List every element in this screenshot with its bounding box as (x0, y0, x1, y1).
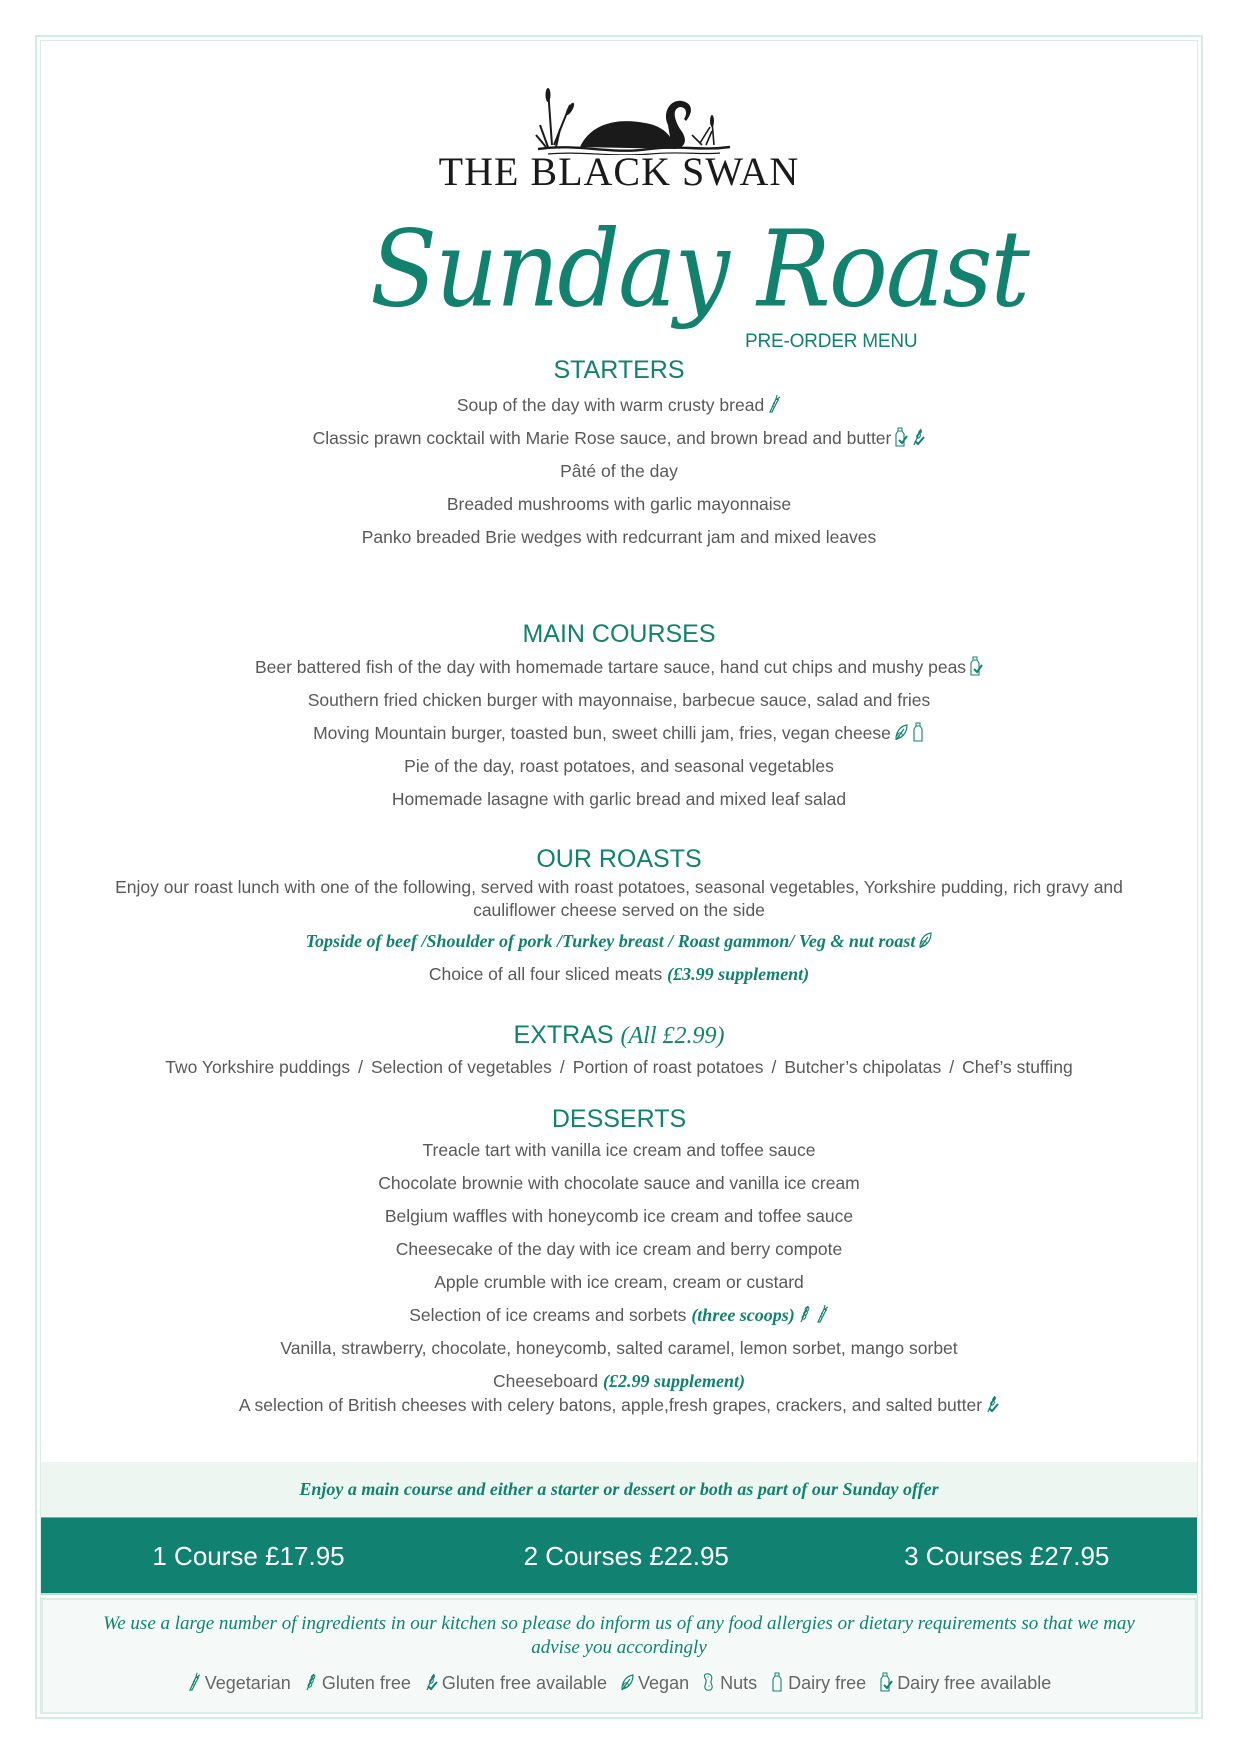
roasts-description: Enjoy our roast lunch with one of the following, served with roast potatoes, seasonal vegetables, Yorkshire pudding, rich gravy and cauliflower cheese served on the side (115, 877, 1123, 920)
extra-item: Selection of vegetables (370, 1057, 552, 1077)
menu-item: Belgium waffles with honeycomb ice cream and toffee sauce (384, 1206, 854, 1226)
dairy-free-available-icon (879, 1672, 893, 1692)
dairy-free-icon (770, 1672, 784, 1692)
extra-item: Chef’s stuffing (962, 1057, 1073, 1077)
menu-item: Panko breaded Brie wedges with redcurrant jam and mixed leaves (361, 527, 877, 547)
allergy-info (41, 1598, 1197, 1714)
dietary-legend (43, 1672, 1195, 1694)
menu-item: Pie of the day, roast potatoes, and seasonal vegetables (404, 756, 834, 776)
section-extras (40, 1020, 1198, 1084)
gluten-free-icon (304, 1672, 318, 1692)
extras-list: Two Yorkshire puddings / Selection of vegetables / Portion of roast potatoes / Butcher’s chipolatas / Chef’s stuffing (165, 1057, 1073, 1077)
extra-item: Butcher’s chipolatas (784, 1057, 942, 1077)
menu-item: Moving Mountain burger, toasted bun, sweet chilli jam, fries, vegan cheese (40, 717, 1198, 750)
menu-item: Cheesecake of the day with ice cream and berry compote (395, 1239, 843, 1259)
swan-logo-icon (430, 85, 810, 155)
cheeseboard-title: Cheeseboard (£2.99 supplement) (493, 1371, 745, 1391)
legend-dairy-free: Dairy free (770, 1672, 866, 1694)
menu-item: Breaded mushrooms with garlic mayonnaise (446, 494, 792, 514)
offer-text: Enjoy a main course and either a starter or dessert or both as part of our Sunday offer (299, 1479, 939, 1499)
legend-dairy-free-available: Dairy free available (879, 1672, 1051, 1694)
page-title: Sunday Roast (370, 208, 1028, 332)
menu-item: Homemade lasagne with garlic bread and mixed leaf salad (391, 789, 847, 809)
price-3-courses: 3 Courses £27.95 (904, 1541, 1110, 1571)
extra-item: Two Yorkshire puddings (165, 1057, 351, 1077)
vegan-icon (894, 722, 908, 742)
menu-item: Beer battered fish of the day with homemade tartare sauce, hand cut chips and mushy peas (40, 651, 1198, 684)
vegan-icon (620, 1672, 634, 1692)
roast-choice: Choice of all four sliced meats (£3.99 supplement) (428, 964, 810, 984)
page-subtitle: PRE-ORDER MENU (745, 331, 918, 352)
menu-item: Treacle tart with vanilla ice cream and toffee sauce (422, 1140, 816, 1160)
section-starters (40, 355, 1198, 554)
brand-name: THE BLACK SWAN (438, 149, 800, 194)
menu-item: Classic prawn cocktail with Marie Rose sauce, and brown bread and butter (40, 422, 1198, 455)
menu-item: Soup of the day with warm crusty bread (40, 389, 1198, 422)
legend-gluten-free: Gluten free (304, 1672, 411, 1694)
section-title-starters: STARTERS (553, 356, 685, 384)
vegetarian-icon (815, 1304, 829, 1324)
allergy-note: We use a large number of ingredients in our kitchen so please do inform us of any food allergies or dietary requirements so that we may advise you accordingly (103, 1613, 1135, 1658)
dairy-free-available-icon (969, 656, 983, 676)
gluten-free-available-icon (985, 1394, 999, 1414)
section-title-roasts: OUR ROASTS (536, 845, 702, 873)
section-title-extras: EXTRAS (All £2.99) (513, 1021, 725, 1049)
legend-vegetarian: Vegetarian (187, 1672, 291, 1694)
vegetarian-icon (187, 1672, 201, 1692)
section-mains (40, 619, 1198, 816)
vegetarian-icon (767, 394, 781, 414)
roast-options: Topside of beef /Shoulder of pork /Turkey breast / Roast gammon/ Veg & nut roast (40, 925, 1198, 958)
price-2-courses: 2 Courses £22.95 (523, 1541, 729, 1571)
extra-item: Portion of roast potatoes (572, 1057, 764, 1077)
cheeseboard-description: A selection of British cheeses with celery batons, apple,fresh grapes, crackers, and salted butter (40, 1393, 1198, 1417)
dairy-free-icon (911, 722, 925, 742)
legend-nuts: Nuts (702, 1672, 757, 1694)
menu-item: Pâté of the day (560, 461, 678, 481)
gluten-free-icon (798, 1304, 812, 1324)
menu-item: Southern fried chicken burger with mayonnaise, barbecue sauce, salad and fries (307, 690, 931, 710)
section-title-mains: MAIN COURSES (522, 620, 716, 648)
gluten-free-available-icon (424, 1672, 438, 1692)
menu-item: Selection of ice creams and sorbets (three scoops) (40, 1299, 1198, 1332)
menu-item: Chocolate brownie with chocolate sauce and vanilla ice cream (378, 1173, 860, 1193)
section-roasts (40, 844, 1198, 991)
section-desserts (40, 1104, 1198, 1417)
legend-vegan: Vegan (620, 1672, 689, 1694)
nuts-icon (702, 1672, 716, 1692)
dairy-free-available-icon (894, 427, 908, 447)
menu-item: Vanilla, strawberry, chocolate, honeycomb, salted caramel, lemon sorbet, mango sorbet (280, 1338, 958, 1358)
vegan-icon (918, 930, 932, 950)
price-bar (41, 1517, 1197, 1595)
price-1-course: 1 Course £17.95 (152, 1541, 345, 1571)
section-title-desserts: DESSERTS (551, 1105, 687, 1133)
menu-item: Apple crumble with ice cream, cream or custard (434, 1272, 804, 1292)
legend-gluten-free-available: Gluten free available (424, 1672, 607, 1694)
offer-band (41, 1462, 1197, 1517)
gluten-free-available-icon (911, 427, 925, 447)
